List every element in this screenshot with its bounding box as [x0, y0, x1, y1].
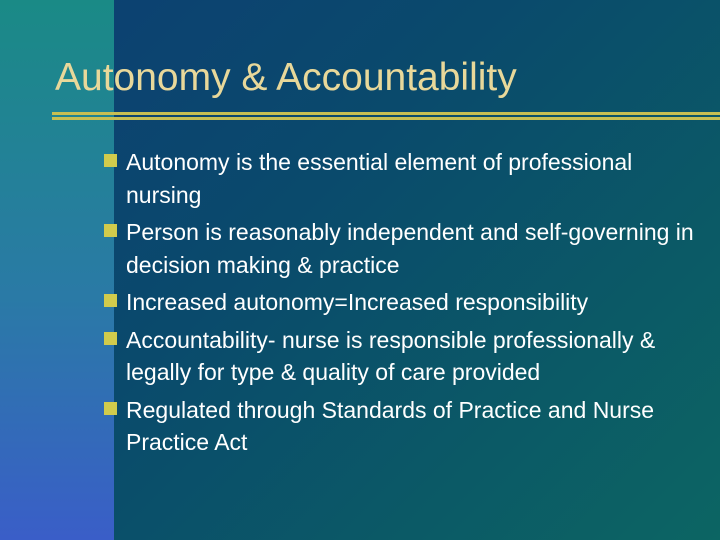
bullet-item	[104, 216, 704, 281]
bullet-item	[104, 146, 704, 211]
square-bullet-icon	[104, 402, 117, 415]
bullet-item	[104, 286, 704, 319]
divider-line-top	[52, 112, 720, 115]
bullet-text: Accountability- nurse is responsible professionally & legally for type & quality of care provided	[126, 326, 656, 385]
divider-line-bottom	[52, 117, 720, 120]
bullet-text: Increased autonomy=Increased responsibility	[126, 289, 589, 315]
square-bullet-icon	[104, 294, 117, 307]
square-bullet-icon	[104, 332, 117, 345]
square-bullet-icon	[104, 224, 117, 237]
slide-title: Autonomy & Accountability	[55, 56, 517, 99]
bullet-list	[104, 146, 704, 464]
bullet-text: Autonomy is the essential element of professional nursing	[126, 149, 633, 208]
bullet-item	[104, 394, 704, 459]
bullet-text: Person is reasonably independent and self-governing in decision making & practice	[126, 219, 694, 278]
bullet-text: Regulated through Standards of Practice and Nurse Practice Act	[126, 396, 655, 455]
bullet-item	[104, 324, 704, 389]
square-bullet-icon	[104, 154, 117, 167]
title-divider	[52, 112, 720, 121]
